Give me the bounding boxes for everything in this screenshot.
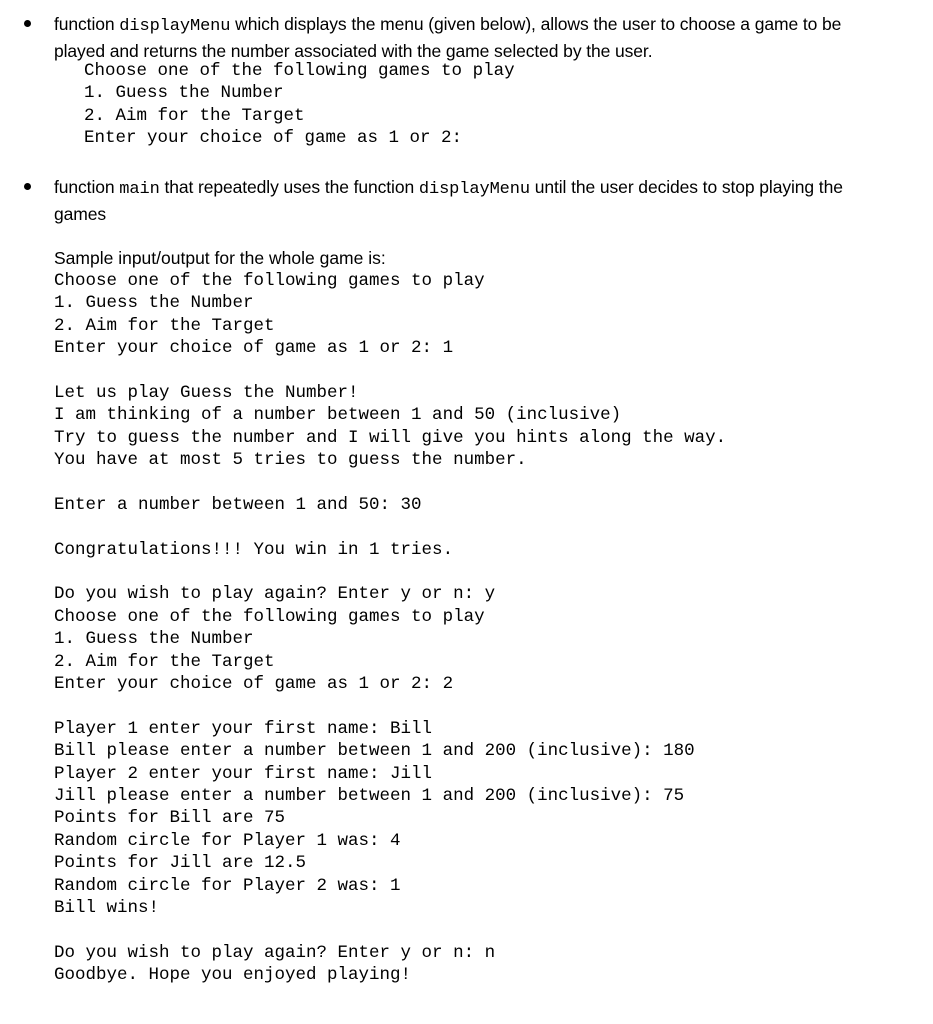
sample-io-line: 1. Guess the Number [54,293,254,314]
sample-io-line: Bill please enter a number between 1 and 200 (inclusive): 180 [54,741,695,762]
sample-io-line: Goodbye. Hope you enjoyed playing! [54,965,412,986]
sample-io-line: Choose one of the following games to play [54,271,485,291]
menu-line: 2. Aim for the Target [84,105,305,126]
bullet-1-code-displaymenu: displayMenu [119,17,231,36]
sample-io-line: You have at most 5 tries to guess the number. [54,450,527,471]
sample-io-blank-line [54,472,726,494]
sample-io-line: Do you wish to play again? Enter y or n: y [54,584,496,605]
sample-io-line: Jill please enter a number between 1 and 200 (inclusive): 75 [54,785,685,806]
sample-io-line: Enter a number between 1 and 50: 30 [54,494,422,515]
sample-io-line: Let us play Guess the Number! [54,382,359,403]
bullet-1-text [54,12,914,63]
sample-io-line: Random circle for Player 2 was: 1 [54,875,401,896]
menu-line: 1. Guess the Number [84,83,284,104]
sample-io-blank-line [54,516,726,538]
sample-io-line: Try to guess the number and I will give you hints along the way. [54,427,727,448]
sample-io-blank-line [54,561,726,583]
sample-io-line: Enter your choice of game as 1 or 2: 2 [54,674,454,695]
sample-io-line: I am thinking of a number between 1 and 50 (inclusive) [54,405,622,426]
bullet-2-code-main: main [119,180,160,199]
bullet-1-prefix: function [54,14,120,34]
bullet-1-suffix: which displays the menu (given below), allows the user to choose a game to be [230,14,842,34]
sample-io-line: Enter your choice of game as 1 or 2: 1 [54,338,454,359]
sample-io-line: 2. Aim for the Target [54,651,275,672]
bullet-2-middle: that repeatedly uses the function [159,177,419,197]
menu-line: Choose one of the following games to play [84,61,515,81]
bullet-2-code-displaymenu: displayMenu [418,180,530,199]
sample-io-line: Bill wins! [54,897,160,918]
sample-io-blank-line [54,695,726,717]
sample-io-line: Random circle for Player 1 was: 4 [54,830,401,851]
sample-io-line: Choose one of the following games to play [54,606,485,627]
sample-io-line: Congratulations!!! You win in 1 tries. [54,539,454,560]
bullet-2-text [54,175,914,226]
bullet-1-line-2: played and returns the number associated with the game selected by the user. [54,41,653,61]
sample-io-listing [54,270,726,987]
sample-heading: Sample input/output for the whole game is: [54,248,386,268]
sample-io-line: Points for Jill are 12.5 [54,853,307,874]
sample-io-line: 1. Guess the Number [54,629,254,650]
bullet-2-prefix: function [54,177,120,197]
sample-io-blank-line [54,919,726,941]
bullet-point-1 [24,12,34,36]
sample-io-line: Player 2 enter your first name: Jill [54,763,433,784]
bullet-point-2 [24,175,34,199]
menu-listing [84,60,515,150]
sample-io-blank-line [54,360,726,382]
sample-io-line: Do you wish to play again? Enter y or n: n [54,942,496,963]
menu-line: Enter your choice of game as 1 or 2: [84,128,463,149]
bullet-2-suffix: until the user decides to stop playing the [529,177,843,197]
bullet-2-line-2: games [54,204,107,224]
sample-io-line: Points for Bill are 75 [54,808,286,829]
sample-io-line: 2. Aim for the Target [54,315,275,336]
sample-io-line: Player 1 enter your first name: Bill [54,718,433,739]
